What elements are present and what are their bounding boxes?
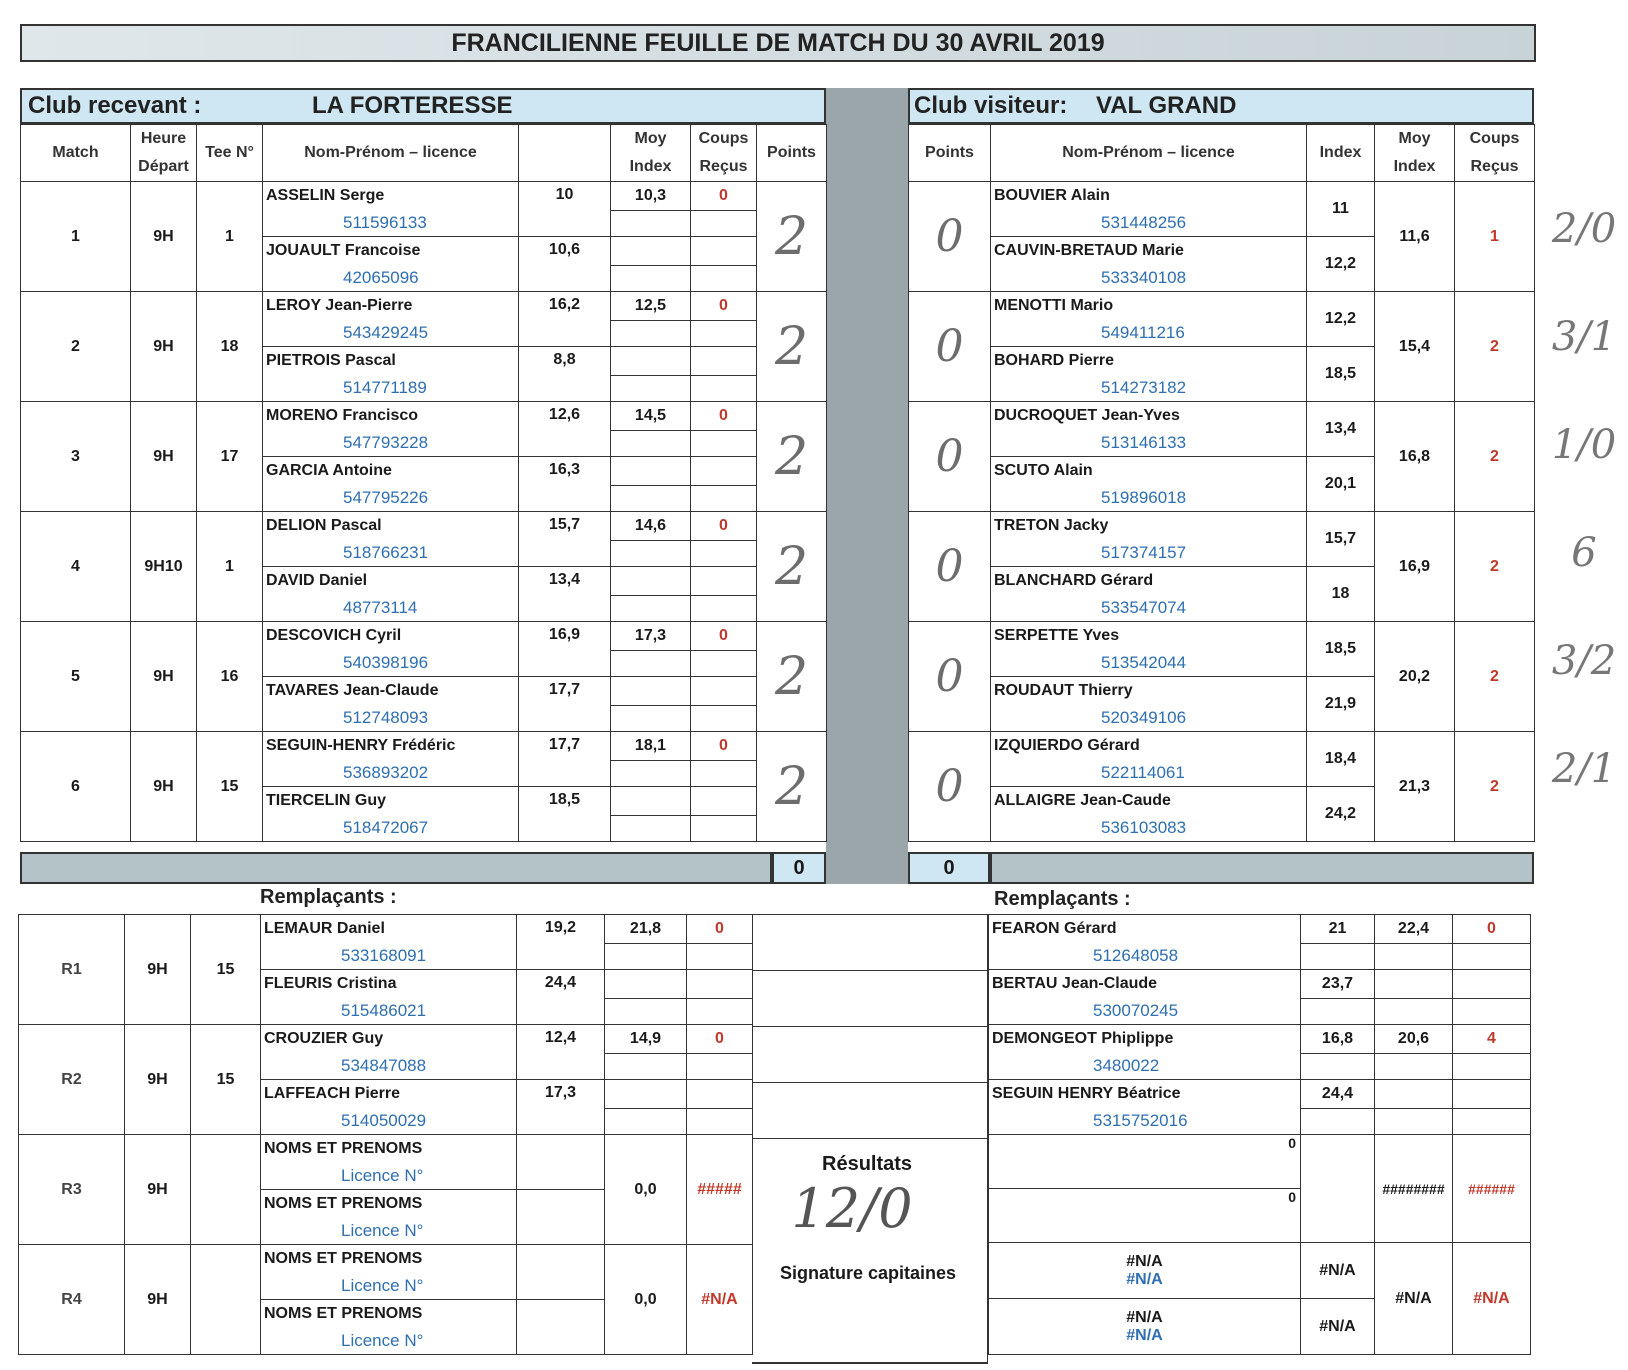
coups-recus: ##### [687,1135,753,1245]
moy-index: 11,6 [1375,182,1455,292]
player-cell [991,402,1307,457]
sheet-title: FRANCILIENNE FEUILLE DE MATCH DU 30 AVRIL 2019 [20,24,1536,62]
player-name: MENOTTI Mario [994,297,1114,314]
player-cell [261,970,517,1025]
player-cell [261,1025,517,1080]
header-index: Index [1307,125,1375,182]
moy-index: 18,1 [611,732,691,761]
player-cell [263,402,519,457]
points-handwritten: 0 [909,402,991,512]
results-score: 12/0 [791,1177,913,1240]
points-handwritten: 2 [757,182,827,292]
player-cell [263,567,519,622]
moy-index: 21,3 [1375,732,1455,842]
home-club-name: LA FORTERESSE [312,92,513,119]
player-cell [261,1135,517,1190]
player-index: 18,5 [519,787,611,842]
player-licence: 543429245 [343,323,429,342]
match-score-handwritten: 2/0 [1551,206,1617,252]
visitor-match-row [909,512,1535,541]
player-licence: 514050029 [341,1111,427,1130]
player-index: 23,7 [1301,970,1375,999]
moy-index: 0,0 [605,1245,687,1355]
player-licence: Licence N° [341,1331,424,1350]
player-cell [991,457,1307,512]
replacement-row [19,1135,753,1164]
tee-number: 15 [191,1025,261,1135]
header-player: Nom-Prénom – licence [263,125,519,182]
player-licence: Licence N° [341,1276,424,1295]
moy-index: 20,6 [1375,1025,1453,1054]
moy-index: 20,2 [1375,622,1455,732]
player-cell [263,182,519,237]
visitor-match-row [909,182,1535,211]
player-index: 12,4 [517,1025,605,1080]
player-cell [263,677,519,732]
visitor-match-table [908,124,1535,842]
match-number: 4 [21,512,131,622]
points-handwritten: 0 [909,512,991,622]
player-index: 20,1 [1307,457,1375,512]
player-cell [261,1190,517,1245]
player-licence: 511596133 [343,213,427,232]
visitor-total: 0 [908,852,990,884]
header-moy: Moy Index [611,125,691,182]
tee-number [191,1135,261,1245]
coups-recus: 2 [1455,402,1535,512]
visitor-club-label: Club visiteur: [914,92,1068,119]
player-index: #N/A [1301,1243,1375,1299]
player-cell [991,237,1307,292]
player-cell [261,1245,517,1300]
tee-number: 16 [197,622,263,732]
start-time: 9H [131,402,197,512]
replacement-id: R3 [19,1135,125,1245]
player-licence: 0 [989,1135,1301,1189]
player-cell [989,915,1301,970]
player-name: LEROY Jean-Pierre [266,297,413,314]
coups-recus: 0 [691,512,757,541]
player-cell [263,292,519,347]
player-licence: 5315752016 [1093,1111,1188,1130]
match-number: 5 [21,622,131,732]
player-name: ASSELIN Serge [266,187,385,204]
player-index: 17,7 [519,732,611,787]
player-index: 18,5 [1307,347,1375,402]
moy-index: 16,9 [1375,512,1455,622]
header-player: Nom-Prénom – licence [991,125,1307,182]
player-index: 16,2 [519,292,611,347]
player-cell [991,622,1307,677]
moy-index: 14,6 [611,512,691,541]
match-score-handwritten: 1/0 [1551,422,1617,468]
player-cell [263,347,519,402]
player-cell [991,292,1307,347]
player-name: TIERCELIN Guy [266,792,387,809]
player-licence: 3480022 [1093,1056,1160,1075]
player-index: 16,9 [519,622,611,677]
player-name: CAUVIN-BRETAUD Marie [994,242,1184,259]
player-index: 16,3 [519,457,611,512]
moy-index: 14,9 [605,1025,687,1054]
visitor-club-name: VAL GRAND [1096,92,1237,119]
player-licence: 534847088 [341,1056,427,1075]
player-name: SEGUIN HENRY Béatrice [992,1085,1181,1102]
player-licence: 517374157 [1101,543,1187,562]
player-index [517,1300,605,1355]
player-index [517,1245,605,1300]
player-index [517,1135,605,1190]
player-index: 18,5 [1307,622,1375,677]
visitor-footer-bar [990,852,1534,884]
player-index: 11 [1307,182,1375,237]
header-match: Match [21,125,131,182]
header-coups: Coups Reçus [1455,125,1535,182]
player-name: CROUZIER Guy [264,1030,384,1047]
tee-number: 15 [197,732,263,842]
player-cell [991,567,1307,622]
player-name: NOMS ET PRENOMS [264,1250,423,1267]
center-gutter [826,88,908,884]
player-licence: 530070245 [1093,1001,1179,1020]
header-index [519,125,611,182]
player-index: 17,7 [519,677,611,732]
player-index: 10 [519,182,611,237]
player-licence: 536103083 [1101,818,1187,837]
player-index [517,1190,605,1245]
player-licence: 514771189 [343,378,427,397]
results-label: Résultats [822,1153,913,1175]
player-licence: 536893202 [343,763,429,782]
coups-recus: 1 [1455,182,1535,292]
player-name: BERTAU Jean-Claude [992,975,1158,992]
home-total: 0 [772,852,826,884]
match-score-handwritten: 3/1 [1551,314,1617,360]
start-time: 9H [131,292,197,402]
player-index: 13,4 [519,567,611,622]
player-licence: 42065096 [343,268,419,287]
player-index: 21,9 [1307,677,1375,732]
tee-number: 15 [191,915,261,1025]
player-licence: 518472067 [343,818,429,837]
player-index: 16,8 [1301,1025,1375,1054]
coups-recus: 0 [691,732,757,761]
replacement-row [989,1243,1531,1299]
player-licence: 547795226 [343,488,429,507]
match-score-handwritten: 2/1 [1551,746,1617,792]
moy-index: 0,0 [605,1135,687,1245]
player-name: DEMONGEOT Phiplippe [992,1030,1174,1047]
start-time: 9H [131,732,197,842]
player-index: 12,2 [1307,237,1375,292]
visitor-replacements-label: Remplaçants : [994,888,1131,910]
player-cell [989,1025,1301,1080]
start-time: 9H [125,1245,191,1355]
home-match-row [21,732,827,761]
signature-label: Signature capitaines [780,1263,957,1283]
player-cell [261,1300,517,1355]
home-footer-bar [20,852,772,884]
player-index: 12,2 [1307,292,1375,347]
player-licence: 519896018 [1101,488,1187,507]
coups-recus: 0 [687,1025,753,1054]
match-number: 3 [21,402,131,512]
visitor-match-row [909,402,1535,431]
tee-number: 18 [197,292,263,402]
player-cell [991,787,1307,842]
player-name: SEGUIN-HENRY Frédéric [266,737,456,754]
player-cell [989,970,1301,1025]
coups-recus: #N/A [687,1245,753,1355]
player-licence: #N/A [1126,1270,1163,1288]
player-name: NOMS ET PRENOMS [264,1195,423,1212]
moy-index: 17,3 [611,622,691,651]
moy-index: 14,5 [611,402,691,431]
coups-recus: 2 [1455,622,1535,732]
start-time: 9H [131,182,197,292]
player-cell [991,677,1307,732]
header-moy: Moy Index [1375,125,1455,182]
home-club-label: Club recevant : [28,92,202,119]
player-index: 8,8 [519,347,611,402]
start-time: 9H [125,1025,191,1135]
player-cell [263,512,519,567]
header-heure: Heure Départ [131,125,197,182]
start-time: 9H10 [131,512,197,622]
coups-recus: ###### [1453,1135,1531,1243]
player-name: FEARON Gérard [992,920,1117,937]
home-replacements-label: Remplaçants : [260,886,397,908]
moy-index: 15,4 [1375,292,1455,402]
player-licence: 513542044 [1101,653,1187,672]
player-name: DUCROQUET Jean-Yves [994,407,1180,424]
tee-number: 1 [197,182,263,292]
player-cell [263,457,519,512]
player-index: 24,4 [1301,1080,1375,1109]
match-number: 2 [21,292,131,402]
header-coups: Coups Reçus [691,125,757,182]
player-cell [991,182,1307,237]
home-match-row [21,622,827,651]
start-time: 9H [125,915,191,1025]
moy-index: ######## [1375,1135,1453,1243]
header-tee: Tee N° [197,125,263,182]
player-cell [991,512,1307,567]
moy-index: 21,8 [605,915,687,944]
player-index: 18,4 [1307,732,1375,787]
player-index: 13,4 [1307,402,1375,457]
coups-recus: 0 [691,182,757,211]
player-name: PIETROIS Pascal [266,352,396,369]
player-name: SERPETTE Yves [994,627,1120,644]
replacement-row [989,1135,1531,1189]
player-cell [263,787,519,842]
replacement-row [19,1245,753,1274]
points-handwritten: 0 [909,182,991,292]
coups-recus: 0 [691,622,757,651]
player-licence: 533168091 [341,946,427,965]
points-handwritten: 2 [757,292,827,402]
player-licence: 520349106 [1101,708,1187,727]
points-handwritten: 0 [909,292,991,402]
points-handwritten: 2 [757,732,827,842]
home-match-row [21,292,827,321]
player-licence: 547793228 [343,433,429,452]
player-index: 10,6 [519,237,611,292]
tee-number: 1 [197,512,263,622]
player-index: 12,6 [519,402,611,457]
player-name: FLEURIS Cristina [264,975,397,992]
player-licence: 549411216 [1101,323,1185,342]
home-match-row [21,402,827,431]
player-cell [263,732,519,787]
coups-recus: 0 [691,292,757,321]
player-licence: 48773114 [343,598,418,617]
player-name: BLANCHARD Gérard [994,572,1154,589]
player-name: DAVID Daniel [266,572,368,589]
player-cell [261,1080,517,1135]
player-name: #N/A [1126,1252,1163,1270]
home-match-row [21,182,827,211]
player-index: 21 [1301,915,1375,944]
tee-number: 17 [197,402,263,512]
player-cell [261,915,517,970]
player-name: ALLAIGRE Jean-Caude [994,792,1171,809]
player-name: GARCIA Antoine [266,462,392,479]
player-name: TAVARES Jean-Claude [266,682,439,699]
start-time: 9H [125,1135,191,1245]
replacement-id: R1 [19,915,125,1025]
tee-number [191,1245,261,1355]
player-name: DELION Pascal [266,517,382,534]
match-score-handwritten: 3/2 [1551,638,1617,684]
player-cell [991,347,1307,402]
moy-index: 12,5 [611,292,691,321]
visitor-match-row [909,292,1535,321]
moy-index: 22,4 [1375,915,1453,944]
player-name: #N/A [1126,1308,1163,1326]
player-licence: 533547074 [1101,598,1187,617]
player-name: IZQUIERDO Gérard [994,737,1140,754]
player-name: TRETON Jacky [994,517,1109,534]
player-index: 19,2 [517,915,605,970]
player-licence: Licence N° [341,1221,424,1240]
points-handwritten: 0 [909,622,991,732]
player-index: #N/A [1301,1299,1375,1355]
coups-recus: #N/A [1453,1243,1531,1355]
player-cell [263,622,519,677]
player-licence: 533340108 [1101,268,1187,287]
moy-index: #N/A [1375,1243,1453,1355]
coups-recus: 0 [691,402,757,431]
replacement-row [19,1025,753,1054]
player-licence: 518766231 [343,543,429,562]
player-licence: 540398196 [343,653,429,672]
player-licence: Licence N° [341,1166,424,1185]
replacement-id: R4 [19,1245,125,1355]
header-points: Points [757,125,827,182]
replacement-row [989,915,1531,944]
player-index: 24,2 [1307,787,1375,842]
player-index: 15,7 [519,512,611,567]
moy-index: 16,8 [1375,402,1455,512]
player-cell [991,732,1307,787]
header-points: Points [909,125,991,182]
points-handwritten: 2 [757,512,827,622]
player-licence: 514273182 [1101,378,1187,397]
match-number: 1 [21,182,131,292]
match-score-handwritten: 6 [1571,530,1597,576]
player-licence: 522114061 [1101,763,1185,782]
player-cell [263,237,519,292]
player-licence: 0 [989,1189,1301,1243]
replacement-id: R2 [19,1025,125,1135]
home-replacements-table [18,914,753,1355]
moy-index: 10,3 [611,182,691,211]
player-name: SCUTO Alain [994,462,1093,479]
player-name: LAFFEACH Pierre [264,1085,401,1102]
player-index: 24,4 [517,970,605,1025]
player-name: BOUVIER Alain [994,187,1110,204]
player-name: NOMS ET PRENOMS [264,1140,423,1157]
player-name: NOMS ET PRENOMS [264,1305,423,1322]
coups-recus: 0 [687,915,753,944]
player-name: JOUAULT Francoise [266,242,421,259]
player-name: DESCOVICH Cyril [266,627,402,644]
replacement-row [19,915,753,944]
player-index: 17,3 [517,1080,605,1135]
points-handwritten: 2 [757,622,827,732]
player-licence: 512748093 [343,708,429,727]
player-name: ROUDAUT Thierry [994,682,1133,699]
visitor-match-row [909,732,1535,761]
points-handwritten: 0 [909,732,991,842]
player-index: 18 [1307,567,1375,622]
player-licence: #N/A [1126,1326,1163,1344]
coups-recus: 4 [1453,1025,1531,1054]
coups-recus: 2 [1455,732,1535,842]
player-licence: 515486021 [341,1001,427,1020]
results-panel [752,914,988,1364]
visitor-replacements-table [988,914,1531,1355]
home-match-table [20,124,827,842]
home-club-header [20,88,826,124]
match-number: 6 [21,732,131,842]
visitor-match-row [909,622,1535,651]
player-name: LEMAUR Daniel [264,920,385,937]
coups-recus: 2 [1455,512,1535,622]
player-name: MORENO Francisco [266,407,419,424]
home-match-row [21,512,827,541]
points-handwritten: 2 [757,402,827,512]
player-licence: 512648058 [1093,946,1179,965]
start-time: 9H [131,622,197,732]
player-name: BOHARD Pierre [994,352,1115,369]
coups-recus: 2 [1455,292,1535,402]
replacement-row [989,1025,1531,1054]
coups-recus: 0 [1453,915,1531,944]
player-licence: 531448256 [1101,213,1187,232]
visitor-club-header [908,88,1534,124]
player-cell [989,1080,1301,1135]
player-licence: 513146133 [1101,433,1187,452]
player-index: 15,7 [1307,512,1375,567]
